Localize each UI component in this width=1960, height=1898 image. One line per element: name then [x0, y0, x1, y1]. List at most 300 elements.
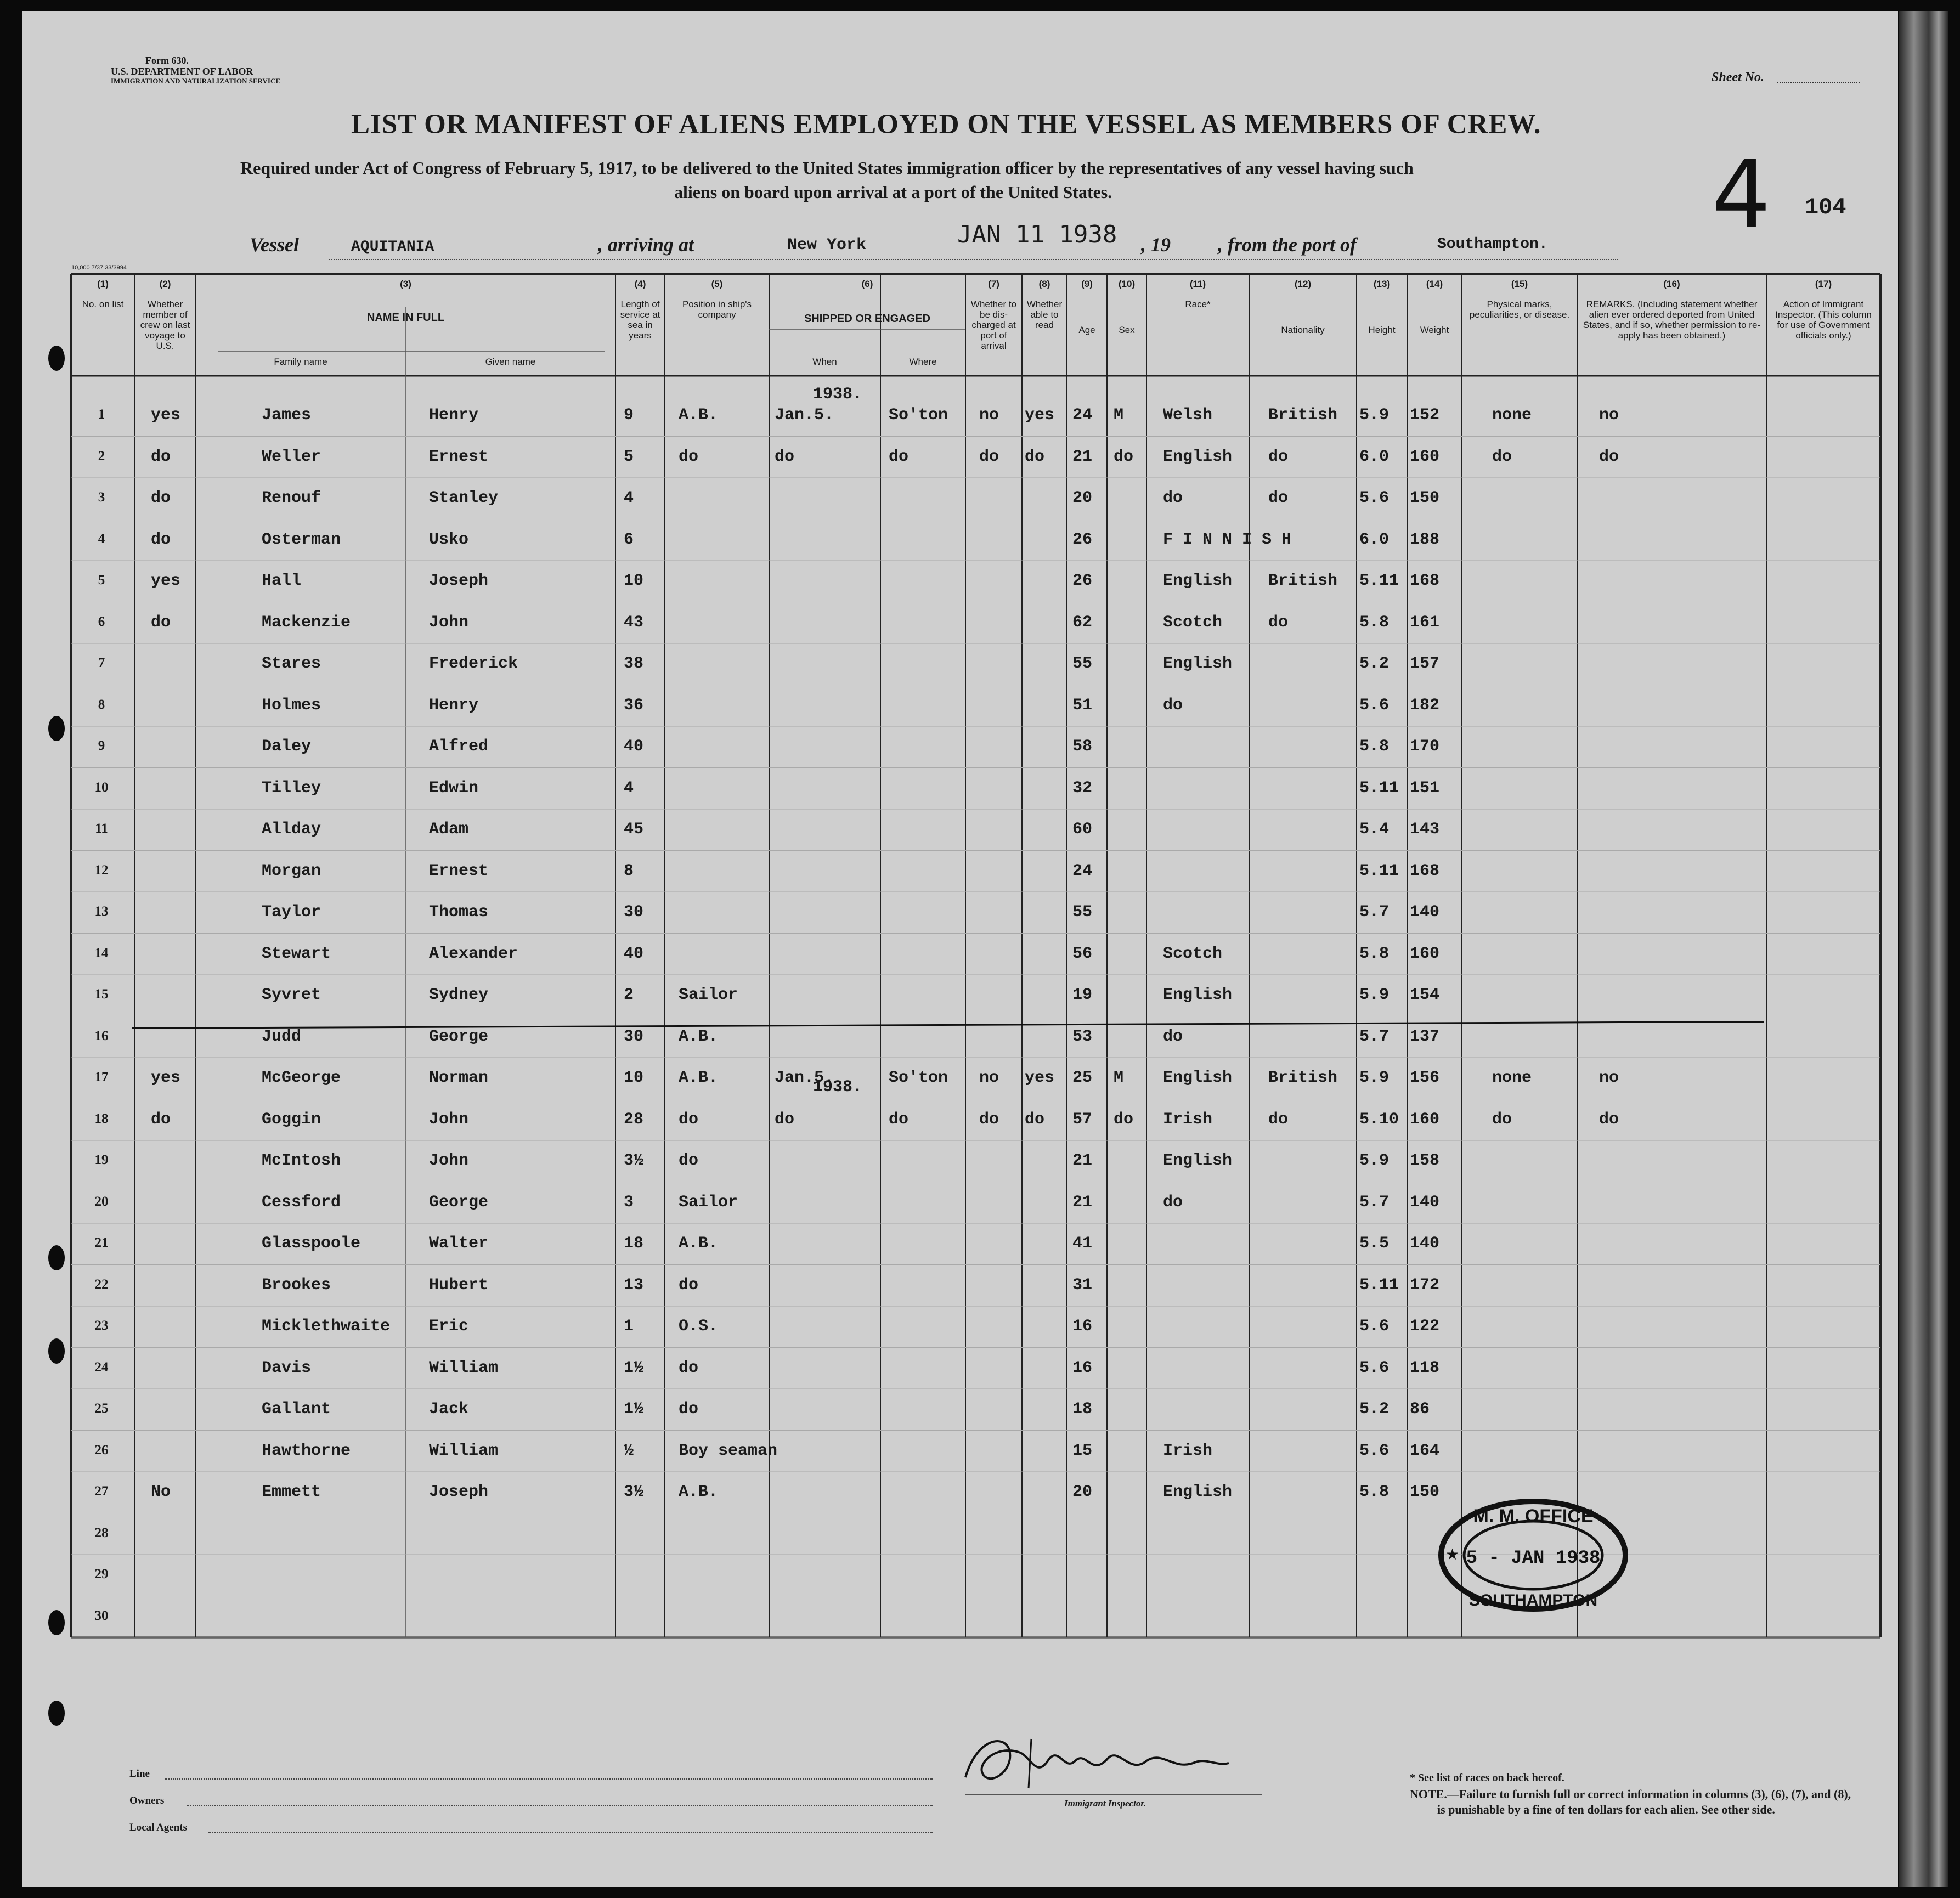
cell-sex: do — [1114, 1110, 1134, 1129]
cell-age: 32 — [1072, 778, 1093, 798]
cell-service: 45 — [624, 820, 644, 839]
cell-service: 5 — [624, 447, 634, 466]
cell-age: 21 — [1072, 1151, 1093, 1170]
cell-where: So'ton — [889, 1069, 948, 1087]
cell-weight: 158 — [1410, 1151, 1440, 1170]
from-port: Southampton. — [1437, 236, 1548, 253]
row-number: 14 — [94, 945, 109, 961]
cell-given: Thomas — [429, 903, 489, 922]
cell-weight: 140 — [1410, 903, 1440, 922]
footer-note-races: * See list of races on back hereof. — [1410, 1772, 1564, 1784]
cell-nationality: do — [1268, 447, 1289, 466]
column-number: (2) — [159, 279, 171, 289]
cell-weight: 172 — [1410, 1275, 1440, 1295]
column-number: (8) — [1038, 279, 1050, 289]
row-number: 29 — [94, 1567, 109, 1581]
form-subtitle-line1: Required under Act of Congress of February 5, 1917, to be delivered to the United States immigration officer by the representatives of any vessel having such — [240, 158, 1414, 178]
page-edge — [1899, 11, 1948, 1887]
cell-where: do — [889, 447, 909, 466]
cell-given: Joseph — [429, 1483, 489, 1501]
cell-family: Morgan — [262, 861, 321, 880]
column-header-label: NAME IN FULL — [366, 312, 445, 324]
cell-race: English — [1163, 1483, 1233, 1501]
cell-service: 38 — [624, 654, 644, 673]
cell-weight: 150 — [1410, 489, 1440, 507]
footer-owners-label: Owners — [129, 1795, 165, 1806]
cell-given: Ernest — [429, 861, 489, 880]
cell-family: Brookes — [262, 1275, 331, 1295]
cell-family: McIntosh — [262, 1151, 341, 1170]
year-note: 1938. — [813, 1078, 863, 1097]
cell-given: John — [429, 1151, 469, 1170]
row-number: 24 — [94, 1359, 109, 1375]
arrival-date-stamp: JAN 11 1938 — [957, 221, 1117, 248]
stamp-date-text: 5 - JAN 1938 — [1466, 1548, 1601, 1569]
row-number: 6 — [98, 614, 105, 629]
stamp-star-icon: ★ — [1445, 1546, 1460, 1563]
footer-line-label: Line — [129, 1768, 150, 1780]
column-header-label: Whether able to read — [1026, 299, 1063, 330]
cell-height: 5.6 — [1359, 1441, 1389, 1460]
mm-office-stamp — [1434, 1495, 1632, 1615]
cell-age: 24 — [1072, 406, 1093, 425]
cell-position: do — [679, 1151, 699, 1170]
cell-read: do — [1025, 1110, 1045, 1129]
cell-given: George — [429, 1193, 489, 1212]
column-number: (9) — [1081, 279, 1093, 289]
cell-height: 5.6 — [1359, 696, 1389, 715]
cell-family: Hall — [262, 572, 302, 590]
column-header-label: Position in ship's company — [682, 299, 752, 320]
cell-service: 1½ — [624, 1358, 644, 1377]
stamp-bottom-text: SOUTHAMPTON — [1468, 1591, 1598, 1609]
row-number: 9 — [98, 738, 105, 753]
cell-weight: 118 — [1410, 1358, 1440, 1377]
cell-family: McGeorge — [262, 1069, 341, 1087]
footer-agents-rule — [208, 1832, 933, 1833]
cell-family: Allday — [262, 820, 321, 839]
cell-family: Renouf — [262, 489, 321, 507]
cell-sex: do — [1114, 447, 1134, 466]
cell-family: Mackenzie — [262, 613, 351, 632]
service-name: IMMIGRATION AND NATURALIZATION SERVICE — [111, 77, 281, 85]
cell-height: 5.8 — [1359, 613, 1389, 632]
column-header-label: Race* — [1185, 299, 1211, 309]
footer-agents-label: Local Agents — [129, 1822, 188, 1833]
row-number: 17 — [94, 1070, 109, 1084]
cell-race: do — [1163, 1193, 1183, 1212]
cell-position: A.B. — [679, 1027, 719, 1046]
cell-position: Boy seaman — [679, 1441, 778, 1460]
arriving-port: New York — [787, 236, 867, 255]
cell-service: 3½ — [624, 1151, 644, 1170]
cell-service: 10 — [624, 1069, 644, 1087]
cell-position: do — [679, 1400, 699, 1419]
cell-weight: 168 — [1410, 572, 1440, 590]
cell-position: do — [679, 447, 699, 466]
row-number: 2 — [98, 448, 105, 464]
cell-service: 6 — [624, 530, 634, 549]
cell-age: 21 — [1072, 447, 1093, 466]
cell-given: Frederick — [429, 654, 518, 673]
row-number: 5 — [98, 573, 105, 588]
cell-given: John — [429, 613, 469, 632]
cell-crew: do — [151, 489, 171, 507]
column-number: (16) — [1663, 279, 1680, 289]
cell-service: 10 — [624, 572, 644, 590]
cell-nationality: do — [1268, 1110, 1289, 1129]
cell-race: Scotch — [1163, 613, 1223, 632]
column-number: (3) — [400, 279, 411, 289]
cell-crew: do — [151, 1110, 171, 1129]
cell-read: yes — [1025, 1069, 1055, 1087]
row-number: 16 — [94, 1028, 109, 1043]
subheader-family-name: Family name — [274, 357, 327, 367]
cell-where: So'ton — [889, 406, 948, 425]
cell-marks: none — [1492, 1069, 1532, 1087]
cell-age: 55 — [1072, 654, 1093, 673]
cell-family: Goggin — [262, 1110, 321, 1129]
cell-remarks: do — [1599, 1110, 1619, 1129]
column-header-label: Weight — [1420, 325, 1449, 335]
from-port-label: , from the port of — [1218, 234, 1357, 256]
row-number: 1 — [98, 407, 105, 422]
cell-service: 4 — [624, 778, 634, 798]
cell-service: 9 — [624, 406, 634, 425]
cell-age: 26 — [1072, 572, 1093, 590]
row-number: 11 — [95, 821, 108, 836]
row-number: 20 — [94, 1194, 109, 1209]
cell-position: do — [679, 1358, 699, 1377]
cell-height: 5.9 — [1359, 986, 1389, 1004]
cell-height: 5.6 — [1359, 1358, 1389, 1377]
cell-weight: 160 — [1410, 1110, 1440, 1129]
sheet-number-label: Sheet No. — [1712, 70, 1764, 84]
handwritten-sheet-mark: 4 — [1712, 140, 1771, 249]
cell-family: Syvret — [262, 986, 321, 1004]
row-number: 12 — [94, 862, 109, 878]
cell-age: 62 — [1072, 613, 1093, 632]
cell-given: Jack — [429, 1400, 469, 1419]
cell-family: Emmett — [262, 1483, 321, 1501]
cell-discharged: do — [979, 1110, 999, 1129]
cell-weight: 164 — [1410, 1441, 1440, 1460]
cell-height: 5.6 — [1359, 1317, 1389, 1336]
cell-weight: 152 — [1410, 406, 1440, 425]
subheader-where: Where — [909, 357, 937, 367]
cell-service: 8 — [624, 861, 634, 880]
cell-race: Welsh — [1163, 406, 1213, 425]
cell-family: Davis — [262, 1358, 312, 1377]
subheader-when: When — [812, 357, 837, 367]
cell-height: 5.9 — [1359, 1151, 1389, 1170]
row-number: 23 — [94, 1318, 109, 1333]
cell-age: 20 — [1072, 489, 1093, 507]
cell-height: 6.0 — [1359, 447, 1389, 466]
cell-position: Sailor — [679, 1193, 738, 1212]
cell-weight: 170 — [1410, 737, 1440, 756]
cell-given: George — [429, 1027, 489, 1046]
column-header-label: Age — [1078, 325, 1095, 335]
cell-position: A.B. — [679, 406, 719, 425]
cell-age: 53 — [1072, 1027, 1093, 1046]
cell-given: Henry — [429, 406, 479, 425]
cell-weight: 86 — [1410, 1400, 1430, 1419]
cell-race: do — [1163, 1027, 1183, 1046]
cell-service: 18 — [624, 1234, 644, 1253]
column-header-label: Length of service at sea in years — [620, 299, 660, 341]
row-number: 22 — [94, 1276, 109, 1292]
cell-age: 25 — [1072, 1069, 1093, 1087]
cell-nationality: British — [1268, 1069, 1338, 1087]
row-number: 7 — [98, 656, 105, 670]
cell-position: do — [679, 1275, 699, 1295]
cell-height: 5.11 — [1359, 861, 1399, 880]
cell-weight: 156 — [1410, 1069, 1440, 1087]
column-header-label: Physical marks, peculiarities, or disease. — [1469, 299, 1570, 320]
cell-height: 5.4 — [1359, 820, 1389, 839]
cell-position: Sailor — [679, 986, 738, 1004]
cell-given: Ernest — [429, 447, 489, 466]
cell-given: Norman — [429, 1069, 489, 1087]
row-number: 15 — [94, 987, 109, 1002]
column-header-label: Whether to be dis-charged at port of arrival — [970, 299, 1017, 351]
row-number: 3 — [98, 490, 105, 505]
column-number: (7) — [988, 279, 999, 289]
cell-height: 5.8 — [1359, 1483, 1389, 1501]
row-number: 4 — [98, 531, 105, 546]
cell-weight: 140 — [1410, 1234, 1440, 1253]
cell-read: yes — [1025, 406, 1055, 425]
cell-crew: do — [151, 613, 171, 632]
footer-owners-rule — [187, 1805, 933, 1806]
department-name: U.S. DEPARTMENT OF LABOR — [111, 66, 253, 77]
cell-race: English — [1163, 447, 1233, 466]
cell-discharged: do — [979, 447, 999, 466]
cell-service: 13 — [624, 1275, 644, 1295]
column-number: (11) — [1189, 279, 1206, 289]
page-number: 104 — [1805, 194, 1846, 221]
cell-race: Irish — [1163, 1441, 1213, 1460]
cell-age: 18 — [1072, 1400, 1093, 1419]
cell-height: 5.6 — [1359, 489, 1389, 507]
cell-nationality: do — [1268, 489, 1289, 507]
column-number: (4) — [634, 279, 646, 289]
cell-race: English — [1163, 572, 1233, 590]
row-number: 19 — [94, 1153, 109, 1167]
cell-age: 16 — [1072, 1317, 1093, 1336]
column-number: (10) — [1118, 279, 1136, 289]
cell-weight: 182 — [1410, 696, 1440, 715]
cell-service: 1 — [624, 1317, 634, 1336]
year-label: , 19 — [1141, 234, 1171, 256]
cell-service: 40 — [624, 944, 644, 963]
form-number: Form 630. — [145, 55, 189, 66]
cell-age: 16 — [1072, 1358, 1093, 1377]
cell-age: 58 — [1072, 737, 1093, 756]
cell-weight: 188 — [1410, 530, 1440, 549]
cell-height: 5.9 — [1359, 406, 1389, 425]
manifest-sheet — [22, 11, 1898, 1887]
row-number: 13 — [94, 904, 109, 919]
cell-age: 26 — [1072, 530, 1093, 549]
cell-race: do — [1163, 489, 1183, 507]
column-number: (12) — [1294, 279, 1312, 289]
cell-family: Tilley — [262, 778, 321, 798]
cell-service: 40 — [624, 737, 644, 756]
cell-crew: No — [151, 1483, 171, 1501]
cell-when: do — [775, 1110, 795, 1129]
row-number: 21 — [94, 1235, 109, 1250]
cell-position: A.B. — [679, 1069, 719, 1087]
cell-family: Stares — [262, 654, 321, 673]
footer-note-penalty-1: NOTE.—Failure to furnish full or correct information in columns (3), (6), (7), and (8), — [1410, 1787, 1851, 1801]
cell-family: Stewart — [262, 944, 331, 963]
cell-weight: 140 — [1410, 1193, 1440, 1212]
cell-family: Holmes — [262, 696, 321, 715]
year-note: 1938. — [813, 385, 863, 404]
inspector-rule — [965, 1794, 1262, 1795]
cell-given: Alexander — [429, 944, 518, 963]
cell-service: 30 — [624, 1027, 644, 1046]
cell-height: 5.11 — [1359, 572, 1399, 590]
cell-given: William — [429, 1358, 499, 1377]
column-header-label: Sex — [1119, 325, 1135, 335]
cell-height: 5.2 — [1359, 654, 1389, 673]
cell-weight: 143 — [1410, 820, 1440, 839]
cell-service: 28 — [624, 1110, 644, 1129]
cell-height: 5.7 — [1359, 1193, 1389, 1212]
cell-given: Hubert — [429, 1275, 489, 1295]
cell-family: Micklethwaite — [262, 1317, 391, 1336]
row-number: 27 — [94, 1484, 109, 1499]
cell-given: Alfred — [429, 737, 489, 756]
cell-age: 31 — [1072, 1275, 1093, 1295]
column-number: (13) — [1373, 279, 1391, 289]
row-number: 25 — [94, 1401, 109, 1416]
column-header-label: SHIPPED OR ENGAGED — [804, 313, 931, 325]
cell-race: English — [1163, 654, 1233, 673]
form-subtitle-line2: aliens on board upon arrival at a port of the United States. — [674, 182, 1112, 202]
cell-where: do — [889, 1110, 909, 1129]
cell-nationality: do — [1268, 613, 1289, 632]
cell-height: 5.11 — [1359, 1275, 1399, 1295]
cell-given: John — [429, 1110, 469, 1129]
cell-given: Eric — [429, 1317, 469, 1336]
cell-service: 43 — [624, 613, 644, 632]
cell-discharged: no — [979, 406, 999, 425]
column-number: (1) — [97, 279, 109, 289]
cell-family: Hawthorne — [262, 1441, 351, 1460]
cell-crew: yes — [151, 572, 181, 590]
cell-race: Scotch — [1163, 944, 1223, 963]
cell-age: 55 — [1072, 903, 1093, 922]
cell-family: Judd — [262, 1027, 302, 1046]
cell-race: English — [1163, 1069, 1233, 1087]
footer-note-penalty-2: is punishable by a fine of ten dollars for each alien. See other side. — [1437, 1803, 1775, 1816]
cell-weight: 157 — [1410, 654, 1440, 673]
cell-family: Cessford — [262, 1193, 341, 1212]
cell-position: A.B. — [679, 1483, 719, 1501]
cell-crew: do — [151, 530, 171, 549]
row-number: 8 — [98, 697, 105, 712]
cell-service: 3½ — [624, 1483, 644, 1501]
cell-when: Jan.5. — [775, 406, 834, 425]
grid-line — [132, 1022, 1764, 1029]
cell-weight: 161 — [1410, 613, 1440, 632]
cell-sex: M — [1114, 1069, 1124, 1087]
column-header-label: Height — [1368, 325, 1396, 335]
cell-age: 60 — [1072, 820, 1093, 839]
column-header-label: REMARKS. (Including statement whether alien ever ordered deported from United States, and if so, whether permission to re-apply has been obtained.) — [1583, 299, 1761, 341]
cell-family: Weller — [262, 447, 321, 466]
cell-service: 3 — [624, 1193, 634, 1212]
cell-height: 5.9 — [1359, 1069, 1389, 1087]
arriving-label: , arriving at — [598, 234, 694, 256]
cell-marks: do — [1492, 447, 1512, 466]
cell-given: Usko — [429, 530, 469, 549]
cell-height: 5.2 — [1359, 1400, 1389, 1419]
column-number: (5) — [711, 279, 723, 289]
cell-service: 36 — [624, 696, 644, 715]
cell-service: 30 — [624, 903, 644, 922]
cell-marks: none — [1492, 406, 1532, 425]
row-number: 10 — [94, 779, 109, 795]
cell-height: 5.8 — [1359, 737, 1389, 756]
cell-weight: 137 — [1410, 1027, 1440, 1046]
cell-race: English — [1163, 1151, 1233, 1170]
column-header-label: No. on list — [82, 299, 124, 309]
cell-when: Jan.5. — [775, 1069, 834, 1087]
cell-weight: 160 — [1410, 447, 1440, 466]
cell-age: 56 — [1072, 944, 1093, 963]
stamp-top-text: M. M. OFFICE — [1473, 1506, 1594, 1527]
inspector-label: Immigrant Inspector. — [1064, 1798, 1146, 1809]
cell-family: Osterman — [262, 530, 341, 549]
column-number: (14) — [1426, 279, 1443, 289]
cell-when: do — [775, 447, 795, 466]
cell-given: Edwin — [429, 778, 479, 798]
cell-position: A.B. — [679, 1234, 719, 1253]
cell-discharged: no — [979, 1069, 999, 1087]
cell-marks: do — [1492, 1110, 1512, 1129]
cell-height: 6.0 — [1359, 530, 1389, 549]
row-number: 26 — [94, 1442, 109, 1458]
cell-weight: 168 — [1410, 861, 1440, 880]
cell-service: 1½ — [624, 1400, 644, 1419]
cell-race: F I N N I S H — [1163, 530, 1292, 549]
cell-race: Irish — [1163, 1110, 1213, 1129]
cell-weight: 150 — [1410, 1483, 1440, 1501]
cell-nationality: British — [1268, 406, 1338, 425]
cell-height: 5.8 — [1359, 944, 1389, 963]
cell-family: Taylor — [262, 903, 321, 922]
column-number: (17) — [1815, 279, 1832, 289]
cell-age: 15 — [1072, 1441, 1093, 1460]
cell-height: 5.10 — [1359, 1110, 1399, 1129]
row-number: 18 — [94, 1111, 109, 1126]
column-header-label: Nationality — [1281, 325, 1325, 335]
cell-read: do — [1025, 447, 1045, 466]
cell-remarks: do — [1599, 447, 1619, 466]
cell-family: Glasspoole — [262, 1234, 361, 1253]
cell-crew: yes — [151, 1069, 181, 1087]
column-header-label: Action of Immigrant Inspector. (This column for use of Government officials only.) — [1775, 299, 1872, 341]
cell-given: Adam — [429, 820, 469, 839]
row-number: 30 — [94, 1608, 109, 1623]
cell-nationality: British — [1268, 572, 1338, 590]
cell-family: Gallant — [262, 1400, 331, 1419]
